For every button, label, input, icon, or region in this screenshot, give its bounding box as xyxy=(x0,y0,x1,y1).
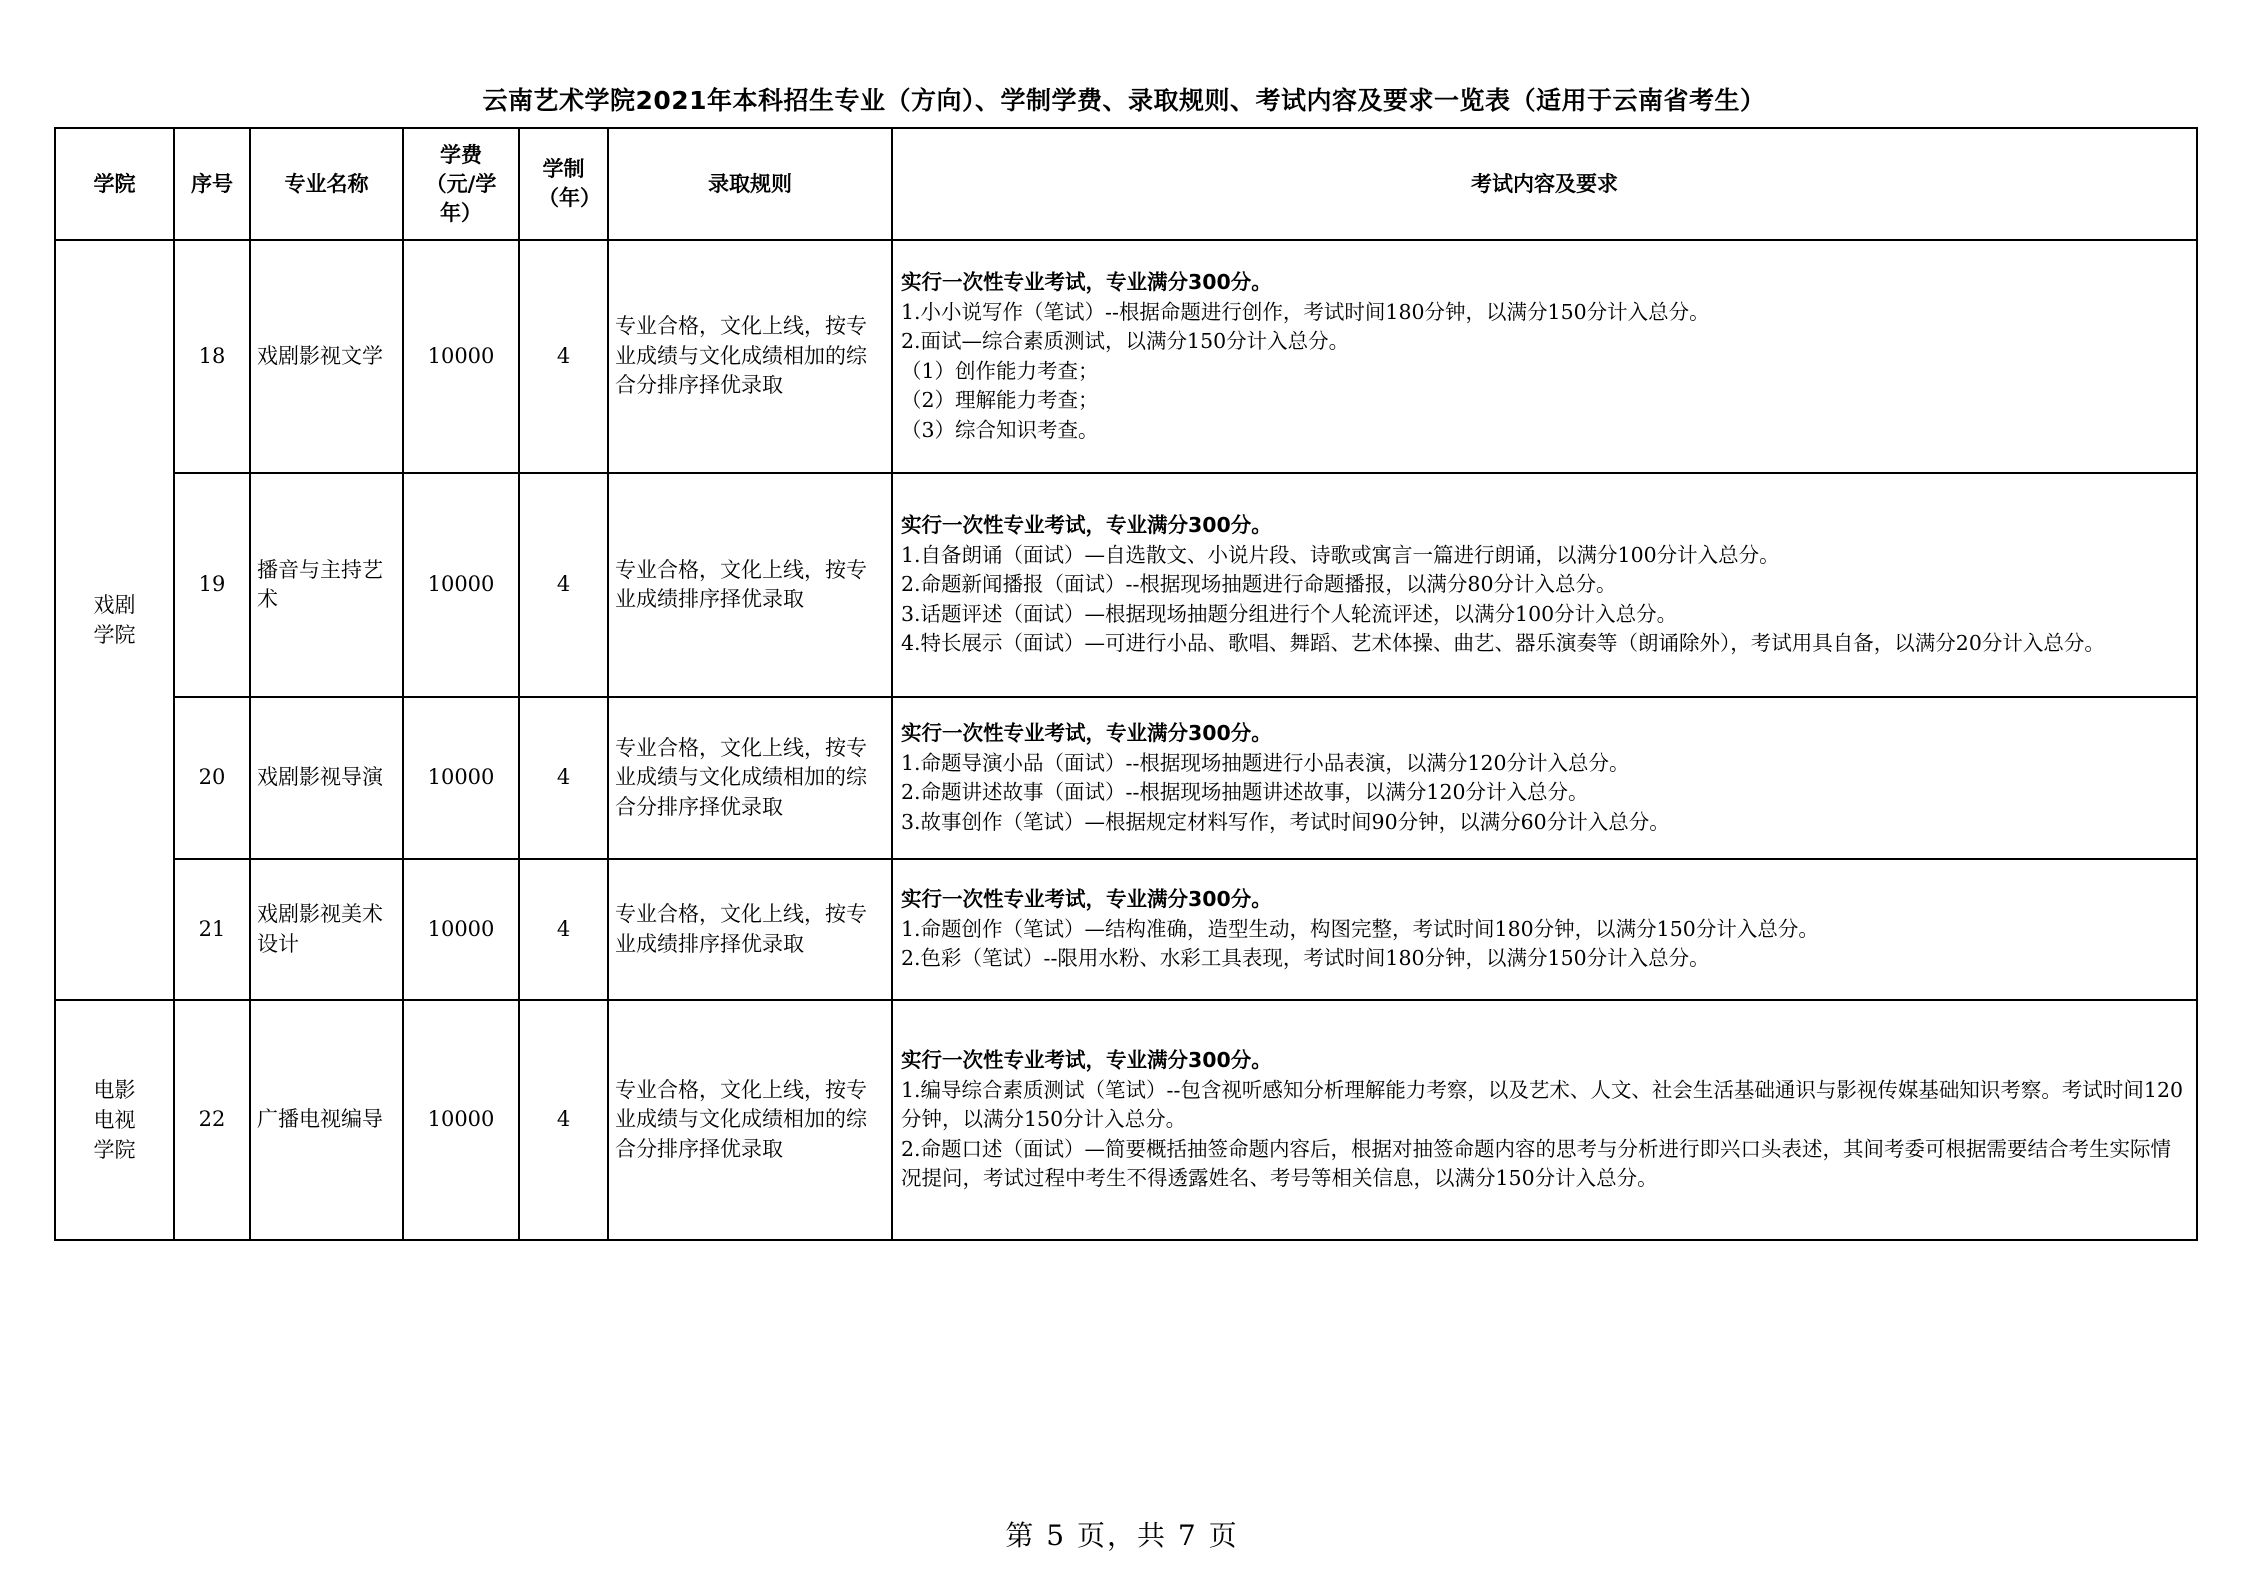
rule-cell: 专业合格，文化上线，按专业成绩与文化成绩相加的综合分排序择优录取 xyxy=(608,697,892,859)
header-major: 专业名称 xyxy=(250,128,403,240)
header-seq: 序号 xyxy=(174,128,250,240)
seq-cell: 18 xyxy=(174,240,250,473)
exam-cell xyxy=(892,240,2197,473)
exam-item: 2.色彩（笔试）--限用水粉、水彩工具表现，考试时间180分钟，以满分150分计入总分。 xyxy=(901,946,1710,971)
fee-cell: 10000 xyxy=(403,697,519,859)
seq-cell: 22 xyxy=(174,1000,250,1240)
years-cell: 4 xyxy=(519,859,608,1000)
exam-cell xyxy=(892,697,2197,859)
fee-cell: 10000 xyxy=(403,1000,519,1240)
fee-cell: 10000 xyxy=(403,473,519,697)
college-cell: 戏剧学院 xyxy=(55,240,174,1000)
years-cell: 4 xyxy=(519,1000,608,1240)
seq-cell: 19 xyxy=(174,473,250,697)
header-rule: 录取规则 xyxy=(608,128,892,240)
header-years: 学制（年） xyxy=(519,128,608,240)
exam-item: 1.小小说写作（笔试）--根据命题进行创作，考试时间180分钟，以满分150分计入总分。 xyxy=(901,299,1710,324)
rule-cell: 专业合格，文化上线，按专业成绩排序择优录取 xyxy=(608,859,892,1000)
years-cell: 4 xyxy=(519,240,608,473)
major-cell: 戏剧影视美术设计 xyxy=(250,859,403,1000)
seq-cell: 21 xyxy=(174,859,250,1000)
major-cell: 戏剧影视导演 xyxy=(250,697,403,859)
table-row xyxy=(55,1000,2197,1240)
page-number: 第 5 页，共 7 页 xyxy=(1005,1519,1239,1552)
exam-cell xyxy=(892,1000,2197,1240)
fee-cell: 10000 xyxy=(403,240,519,473)
table-row xyxy=(55,240,2197,473)
rule-cell: 专业合格，文化上线，按专业成绩与文化成绩相加的综合分排序择优录取 xyxy=(608,1000,892,1240)
header-exam: 考试内容及要求 xyxy=(892,128,2197,240)
header-fee: 学费（元/学年） xyxy=(403,128,519,240)
table-row xyxy=(55,473,2197,697)
exam-item: （2）理解能力考查； xyxy=(901,388,1099,412)
exam-item: 1.命题创作（笔试）—结构准确，造型生动，构图完整，考试时间180分钟，以满分150分计入总分。 xyxy=(901,916,1819,941)
major-cell: 播音与主持艺术 xyxy=(250,473,403,697)
exam-heading: 实行一次性专业考试，专业满分300分。 xyxy=(901,270,1272,294)
exam-item: 2.命题口述（面试）—简要概括抽签命题内容后，根据对抽签命题内容的思考与分析进行即兴口头表述，其间考委可根据需要结合考生实际情况提问，考试过程中考生不得透露姓名、考号等相关信息，以满分150分计入总分。 xyxy=(901,1136,2172,1191)
exam-item: 4.特长展示（面试）—可进行小品、歌唱、舞蹈、艺术体操、曲艺、器乐演奏等（朗诵除外），考试用具自备，以满分20分计入总分。 xyxy=(901,631,2105,656)
rule-cell: 专业合格，文化上线，按专业成绩与文化成绩相加的综合分排序择优录取 xyxy=(608,240,892,473)
exam-item: （3）综合知识考查。 xyxy=(901,417,1099,442)
years-cell: 4 xyxy=(519,473,608,697)
exam-item: 1.自备朗诵（面试）—自选散文、小说片段、诗歌或寓言一篇进行朗诵，以满分100分计入总分。 xyxy=(901,542,1780,567)
exam-cell xyxy=(892,473,2197,697)
exam-heading: 实行一次性专业考试，专业满分300分。 xyxy=(901,721,1272,745)
exam-heading: 实行一次性专业考试，专业满分300分。 xyxy=(901,513,1272,538)
table-row xyxy=(55,697,2197,859)
exam-heading: 实行一次性专业考试，专业满分300分。 xyxy=(901,887,1272,912)
college-cell: 电影电视学院 xyxy=(55,1000,174,1240)
exam-item: （1）创作能力考查； xyxy=(901,358,1099,383)
header-college: 学院 xyxy=(55,128,174,240)
exam-item: 3.故事创作（笔试）—根据规定材料写作，考试时间90分钟，以满分60分计入总分。 xyxy=(901,809,1670,834)
table-row xyxy=(55,859,2197,1000)
exam-item: 2.命题讲述故事（面试）--根据现场抽题讲述故事，以满分120分计入总分。 xyxy=(901,780,1589,804)
fee-cell: 10000 xyxy=(403,859,519,1000)
exam-item: 1.编导综合素质测试（笔试）--包含视听感知分析理解能力考察，以及艺术、人文、社会生活基础通识与影视传媒基础知识考察。考试时间120分钟，以满分150分计入总分。 xyxy=(901,1077,2184,1132)
exam-item: 2.命题新闻播报（面试）--根据现场抽题进行命题播报，以满分80分计入总分。 xyxy=(901,572,1617,597)
rule-cell: 专业合格，文化上线，按专业成绩排序择优录取 xyxy=(608,473,892,697)
major-cell: 戏剧影视文学 xyxy=(250,240,403,473)
page-title: 云南艺术学院2021年本科招生专业（方向）、学制学费、录取规则、考试内容及要求一览表（适用于云南省考生） xyxy=(482,86,1766,115)
exam-cell xyxy=(892,859,2197,1000)
exam-item: 1.命题导演小品（面试）--根据现场抽题进行小品表演，以满分120分计入总分。 xyxy=(901,750,1630,775)
table-header-row xyxy=(55,128,2197,240)
exam-item: 3.话题评述（面试）—根据现场抽题分组进行个人轮流评述，以满分100分计入总分。 xyxy=(901,601,1678,626)
years-cell: 4 xyxy=(519,697,608,859)
major-cell: 广播电视编导 xyxy=(250,1000,403,1240)
admission-table xyxy=(54,127,2198,1241)
seq-cell: 20 xyxy=(174,697,250,859)
exam-heading: 实行一次性专业考试，专业满分300分。 xyxy=(901,1048,1272,1073)
exam-item: 2.面试—综合素质测试，以满分150分计入总分。 xyxy=(901,329,1350,353)
